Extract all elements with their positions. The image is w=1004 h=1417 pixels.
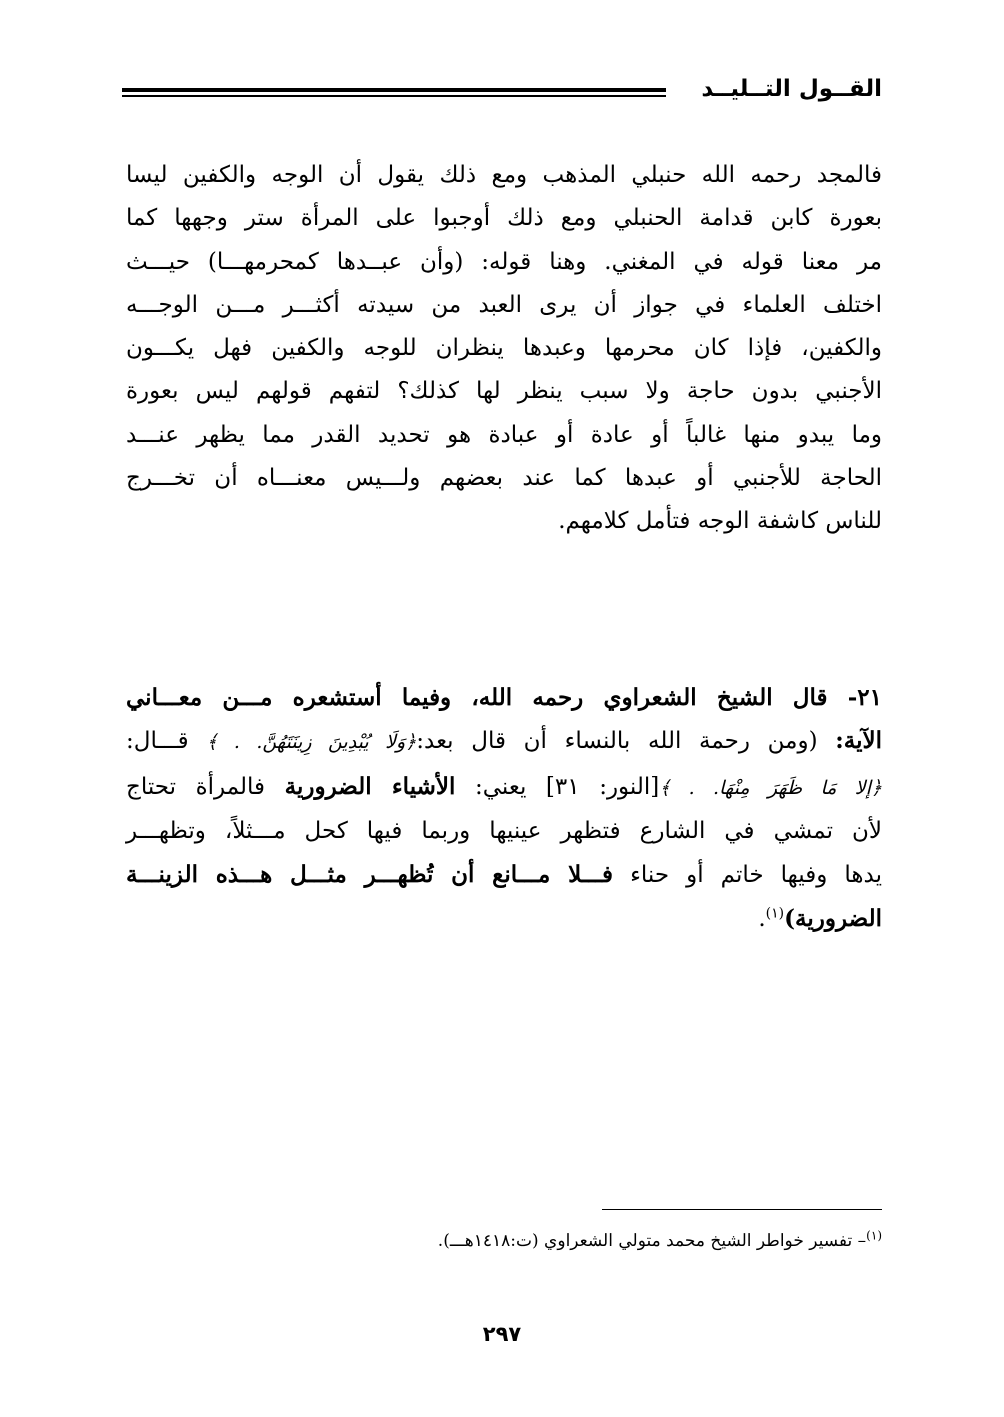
verse-reference: [النور: ٣١] يعني: [455, 773, 660, 800]
running-header [122, 74, 882, 114]
page-number: ٢٩٧ [482, 1322, 522, 1346]
header-rule-thin [122, 95, 666, 97]
paragraph-line: بعورة كابن قدامة الحنبلي ومع ذلك أوجبوا على المرأة ستر وجهها كما [126, 205, 882, 232]
paragraph-line [126, 853, 882, 897]
footnote-marker: (١) [765, 905, 785, 922]
paragraph-line: مر معنا قوله في المغني. وهنا قوله: (وأن عبــدها كمحرمهـــا) حيـــث [126, 248, 882, 275]
footnote-text: – تفسير خواطر الشيخ محمد متولي الشعراوي (ت:١٤١٨هـــ). [437, 1231, 867, 1251]
paragraph-line: فالمجد رحمه الله حنبلي المذهب ومع ذلك يقول أن الوجه والكفين ليسا [126, 162, 882, 188]
footnote-rule [602, 1209, 882, 1210]
text-run: قـــال: [126, 728, 207, 755]
numbered-heading-line: ٢١- قال الشيخ الشعراوي رحمه الله، وفيما أستشعره مـــن معـــاني [126, 684, 882, 711]
bold-phrase: الأشياء الضرورية [284, 772, 456, 800]
header-rule-thick [122, 88, 666, 92]
bold-phrase: الضرورية) [784, 905, 882, 933]
bold-phrase: فـــلا مـــانع أن تُظهـــر مثـــل هـــذه الزينـــة [126, 861, 614, 889]
footnote-number: (١) [866, 1228, 882, 1243]
book-title: القــول التــليــد [701, 76, 882, 102]
paragraph-line [126, 897, 882, 941]
paragraph-line: الأجنبي بدون حاجة ولا سبب ينظر لها كذلك؟ لتفهم قولهم ليس بعورة [126, 378, 882, 405]
text-run: فالمرأة تحتاج [126, 773, 285, 800]
paragraph-line [126, 765, 882, 810]
paragraph-line: وما يبدو منها غالباً أو عادة أو عبادة هو تحديد القدر مما يظهر عنـــد [126, 421, 882, 448]
verse-label: الآية: [835, 727, 882, 755]
paragraph-line: والكفين، فإذا كان محرمها وعبدها ينظران للوجه والكفين فهل يكـــون [126, 335, 882, 362]
footnote [126, 1228, 882, 1254]
quran-verse: ﴿وَلَا يُبْدِينَ زِينَتَهُنَّ. . ﴾ [206, 731, 417, 754]
paragraph-line: الحاجة للأجنبي أو عبدها كما عند بعضهم ولـــيس معنـــاه أن تخـــرج [126, 465, 882, 492]
quran-verse: ﴿إلا مَا ظَهَرَ مِنْهَا. . ﴾ [659, 776, 882, 799]
paragraph-line: اختلف العلماء في جواز أن يرى العبد من سيدته أكثـــر مـــن الوجـــه [126, 291, 882, 318]
text-run: . [758, 906, 766, 933]
paragraph-shaarawi [126, 676, 882, 942]
text-run: يدها وفيها خاتم أو حناء [613, 862, 882, 889]
text-run: (ومن رحمة الله بالنساء أن قال بعد: [416, 728, 836, 755]
paragraph-line: للناس كاشفة الوجه فتأمل كلامهم. [558, 508, 882, 535]
paragraph-line [126, 719, 882, 764]
paragraph-majd-ibn-qudama [126, 154, 882, 544]
header-rule [122, 88, 666, 97]
paragraph-line: لأن تمشي في الشارع فتظهر عينيها وربما فيها كحل مـــثلاً، وتظهـــر [126, 817, 882, 844]
